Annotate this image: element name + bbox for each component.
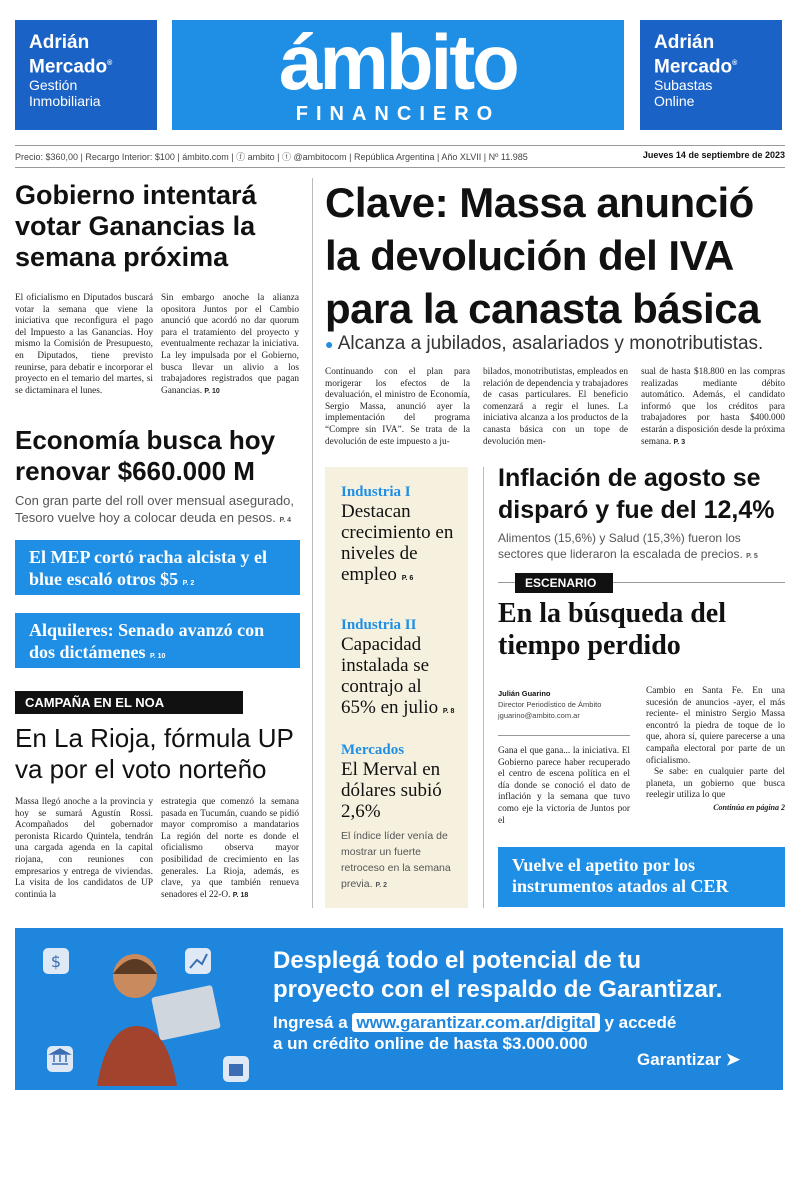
noa-kicker: CAMPAÑA EN EL NOA — [15, 691, 243, 714]
ad-name-first: Adrián — [654, 32, 715, 53]
ad-url-link[interactable]: www.garantizar.com.ar/digital — [352, 1013, 599, 1032]
teaser-text: El MEP cortó racha alcista y el blue escaló otros $5 — [29, 547, 267, 589]
continued-link[interactable]: Continúa en página 2 — [713, 802, 785, 812]
masthead-logo[interactable] — [172, 20, 624, 130]
logo-subtitle: FINANCIERO — [295, 103, 501, 125]
noa-col1: Massa llegó anoche a la provincia y hoy se sumará Agustín Rossi. Acompañados del gobernador peronista Ricardo Quintela, tendrán una cargada agenda en la capital riojana, con reuniones con empresarios y entrega de viviendas. La visita de los candidatos de UP continúa la — [15, 797, 153, 900]
story2-headline[interactable]: Economía busca hoy renovar $660.000 M — [15, 425, 276, 486]
brand-arrow-icon: ➤ — [725, 1050, 741, 1069]
opinion-col1: Gana el que gana... la iniciativa. El Gobierno parece haber recuperado el centro de escena política en el día donde se conoció el dato de inflación y la semana que tuvo como eje la victoria de Juntos por el — [498, 746, 630, 826]
story1-col1: El oficialismo en Diputados buscará votar la semana que viene la iniciativa que reconfigura el pago del Impuesto a las Ganancias. Hoy mismo la Comisión de Presupuesto, en Diputados, tiene previsto reunirse, para debatir e incorporar el proyecto en el temario del martes, si se dictaminara el lunes. — [15, 293, 153, 396]
lead-col1: Continuando con el plan para morigerar los efectos de la devaluación, el ministro de Economía, Sergio Massa, anunció ayer la implementación del programa “Compre sin IVA”. Se trata de la devolución de este impuesto a ju- — [325, 367, 470, 447]
brand-name: Garantizar — [637, 1050, 722, 1069]
author-name: Julián Guarino — [498, 689, 551, 698]
column-divider — [483, 467, 484, 908]
page-ref: P. 2 — [375, 882, 387, 889]
author-role: Director Periodístico de Ámbito — [498, 700, 602, 709]
page-ref: P. 5 — [746, 553, 758, 560]
opinion-col2b: Se sabe: en cualquier parte del planeta, un gobierno que busca reelegir utiliza lo que — [646, 767, 785, 801]
issue-date: Jueves 14 de septiembre de 2023 — [642, 150, 785, 160]
story1-headline[interactable]: Gobierno intentará votar Ganancias la semana próxima — [15, 180, 257, 272]
inflation-subhead: Alimentos (15,6%) y Salud (15,3%) fueron los sectores que lideraron la escalada de precios. — [498, 531, 743, 561]
brief-mercados[interactable] — [341, 742, 461, 894]
garantizar-logo[interactable] — [637, 1050, 740, 1070]
teaser-text: Alquileres: Senado avanzó con dos dictámenes — [29, 620, 265, 662]
logo-text: ámbito — [279, 18, 517, 106]
noa-headline[interactable]: En La Rioja, fórmula UP va por el voto norteño — [15, 723, 294, 784]
opinion-headline[interactable]: En la búsqueda del tiempo perdido — [498, 598, 726, 661]
column-divider — [312, 178, 313, 908]
story2-subhead: Con gran parte del roll over mensual asegurado, Tesoro vuelve hoy a colocar deuda en pesos. — [15, 493, 294, 525]
lead-subhead: Alcanza a jubilados, asalariados y monotributistas. — [337, 333, 764, 354]
brief-label: Industria I — [341, 484, 411, 500]
page-ref: P. 10 — [150, 653, 166, 660]
page-ref: P. 2 — [182, 580, 195, 587]
brief-industria-1[interactable] — [341, 484, 461, 589]
ad-registered-mark: ® — [732, 60, 738, 67]
ad-name-first: Adrián — [29, 32, 90, 53]
ad-tagline-1: Subastas — [654, 77, 713, 94]
author-block — [498, 688, 638, 721]
ad-headline-1: Desplegá todo el potencial de tu — [273, 947, 642, 974]
ad-name-last: Mercado — [654, 56, 733, 78]
page-ref: P. 3 — [673, 438, 686, 446]
brief-label: Mercados — [341, 742, 405, 758]
brief-title: Capacidad instalada se contrajo al 65% en julio — [341, 634, 439, 718]
ad-tagline-2: Online — [654, 93, 695, 110]
ad-text-pre: Ingresá a — [273, 1013, 348, 1032]
right-masthead-ad[interactable] — [640, 20, 782, 130]
ad-registered-mark: ® — [107, 60, 113, 67]
blue-teaser-mep[interactable] — [15, 540, 300, 595]
ad-tagline-1: Gestión — [29, 77, 78, 94]
author-email[interactable]: jguarino@ambito.com.ar — [498, 711, 580, 720]
ad-text-post: y accedé — [604, 1013, 677, 1032]
lead-headline[interactable]: Clave: Massa anunció la devolución del IVA para la canasta básica — [325, 179, 760, 332]
brief-industria-2[interactable] — [341, 617, 461, 722]
brief-label: Industria II — [341, 617, 417, 633]
page-ref: P. 10 — [204, 387, 220, 395]
bullet-icon: ● — [325, 336, 334, 352]
lead-col3: sual de hasta $18.800 en las compras realizadas mediante débito automático. Además, el candidato informó que los créditos para trabajadores por hasta $400.000 estarán a disposición desde la próxima semana. — [641, 367, 785, 447]
noa-col2: estrategia que comenzó la semana pasada en Tucumán, cuando se pidió mayor compromiso a mandatarios La región del norte es donde el oficialismo observa mayor posibilidad de crecimiento en las generales. La Rioja, además, es clave, ya que también renueva senadores el 22-O. — [161, 797, 299, 900]
brief-subtext: El índice líder venía de mostrar un fuerte retroceso en la semana previa. — [341, 830, 451, 890]
story1-col2: Sin embargo anoche la alianza opositora Juntos por el Cambio anunció que acordó no dar quorum para el tratamiento del proyecto y eventualmente rechazar la iniciativa. La ley impulsada por el Gobierno, busca llevar un alivio a los trabajadores registrados que pagan Ganancias. — [161, 293, 299, 396]
laptop — [151, 985, 221, 1041]
ad-name-last: Mercado — [29, 56, 108, 78]
blue-teaser-cer[interactable]: Vuelve el apetito por los instrumentos atados al CER — [498, 847, 785, 907]
brief-title: El Merval en dólares subió 2,6% — [341, 759, 442, 822]
info-bar — [15, 145, 785, 168]
ad-headline-2: proyecto con el respaldo de Garantizar. — [273, 976, 723, 1003]
blue-teaser-alquileres[interactable] — [15, 613, 300, 668]
page-ref: P. 18 — [232, 891, 249, 899]
ad-tagline-2: Inmobiliaria — [29, 93, 101, 110]
author-rule — [498, 735, 630, 736]
svg-text:$: $ — [50, 952, 62, 971]
inflation-headline[interactable]: Inflación de agosto se disparó y fue del 12,4% — [498, 464, 775, 524]
issue-info: Precio: $360,00 | Recargo Interior: $100 | ámbito.com | ⓕ ambito | ⓣ @ambitocom | República Argentina | Año XLVII | Nº 11.985 — [15, 152, 528, 162]
garantizar-ad-banner[interactable] — [15, 928, 783, 1090]
ad-text-credit: a un crédito online de hasta $3.000.000 — [273, 1034, 588, 1053]
brief-title: Destacan crecimiento en niveles de empleo — [341, 501, 454, 585]
left-masthead-ad[interactable] — [15, 20, 157, 130]
page-ref: P. 6 — [401, 575, 414, 582]
ad-illustration — [35, 936, 255, 1086]
page-ref: P. 8 — [442, 708, 455, 715]
page-ref: P. 4 — [279, 517, 292, 524]
escenario-kicker: ESCENARIO — [515, 573, 613, 593]
opinion-col2a: Cambio en Santa Fe. En una sucesión de anuncios -ayer, el más reciente- el ministro Sergio Massa encontró la piedra de toque de lo que, ahora sí, quiere parecerse a una campaña electoral por parte de un oficialismo. — [646, 686, 785, 766]
lead-col2: bilados, monotributistas, empleados en relación de dependencia y trabajadores de casas particulares. El beneficio comenzará a regir el lunes. La iniciativa alcanza a los productos de la canasta básica con un tope de devolución men- — [483, 367, 628, 447]
